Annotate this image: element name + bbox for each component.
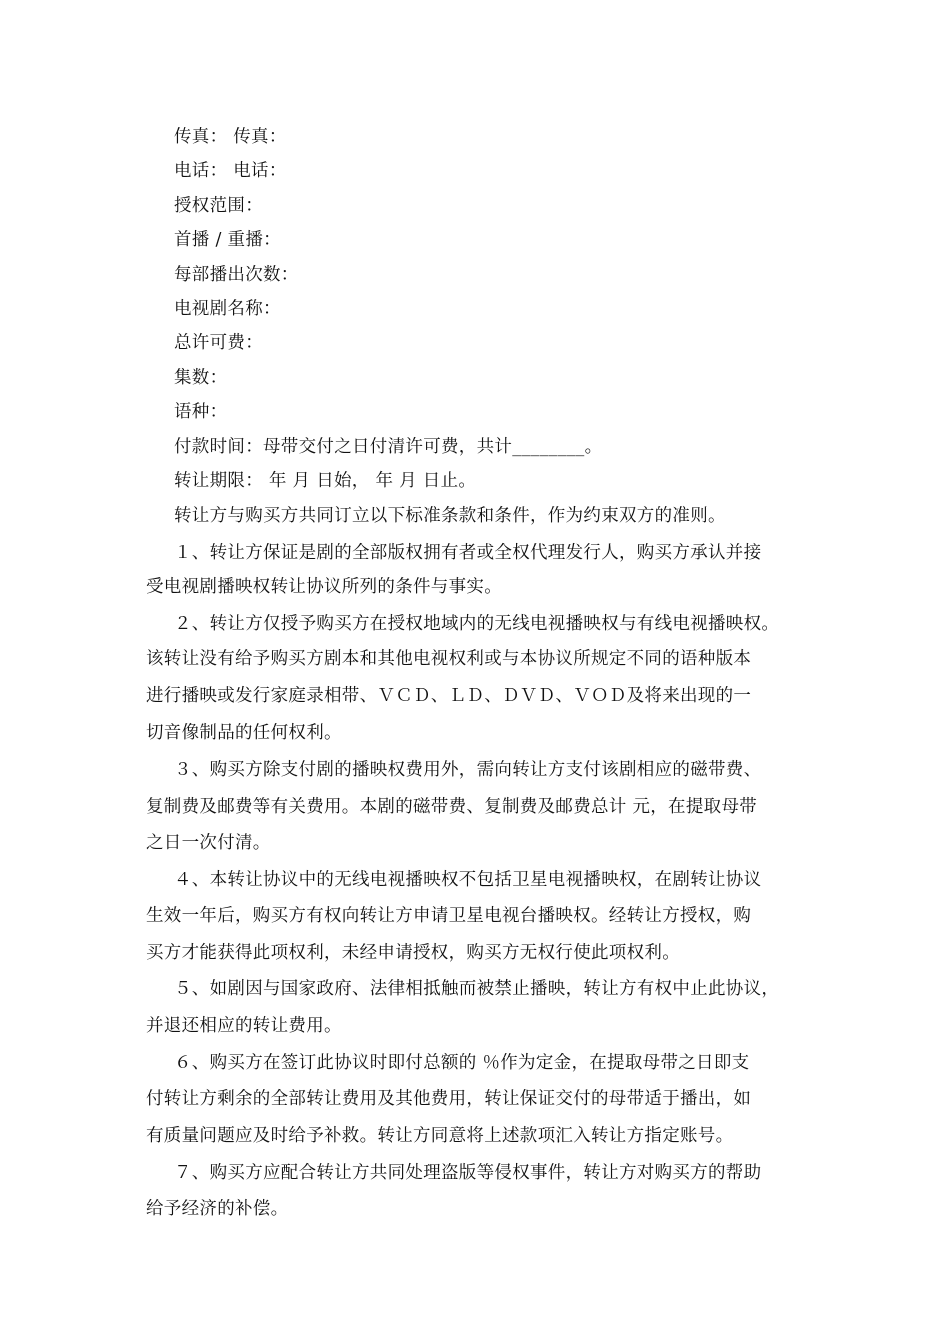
fax-field: 传真： 传真：	[174, 127, 287, 147]
clause-3-line-2: 复制费及邮费等有关费用。本剧的磁带费、复制费及邮费总计 元，在提取母带	[146, 797, 758, 817]
clause-5-line-1: ５、如剧因与国家政府、法律相抵触而被禁止播映，转让方有权中止此协议，	[174, 979, 780, 999]
title-field: 电视剧名称：	[174, 299, 281, 319]
clause-4-line-2: 生效一年后，购买方有权向转让方申请卫星电视台播映权。经转让方授权，购	[146, 906, 752, 926]
clause-7-line-2: 给予经济的补偿。	[146, 1199, 289, 1219]
clause-1-line-1: １、转让方保证是剧的全部版权拥有者或全权代理发行人，购买方承认并接	[174, 543, 762, 563]
scope-field: 授权范围：	[174, 196, 263, 216]
clause-2-line-4: 切音像制品的任何权利。	[146, 723, 342, 743]
broadcast-field: 首播 / 重播：	[174, 230, 281, 250]
clause-2-line-2: 该转让没有给予购买方剧本和其他电视权利或与本协议所规定不同的语种版本	[146, 649, 752, 669]
clause-1-line-2: 受电视剧播映权转让协议所列的条件与事实。	[146, 577, 502, 597]
clause-2-line-1: ２、转让方仅授予购买方在授权地域内的无线电视播映权与有线电视播映权。	[174, 614, 780, 634]
payment-time-field: 付款时间：母带交付之日付清许可费，共计________。	[174, 437, 603, 457]
clause-6-line-3: 有质量问题应及时给予补救。转让方同意将上述款项汇入转让方指定账号。	[146, 1126, 734, 1146]
clause-4-line-3: 买方才能获得此项权利，未经申请授权，购买方无权行使此项权利。	[146, 943, 680, 963]
times-field: 每部播出次数：	[174, 265, 299, 285]
intro-paragraph: 转让方与购买方共同订立以下标准条款和条件，作为约束双方的准则。	[174, 506, 726, 526]
clause-3-line-3: 之日一次付清。	[146, 833, 271, 853]
clause-7-line-1: ７、购买方应配合转让方共同处理盗版等侵权事件，转让方对购买方的帮助	[174, 1163, 762, 1183]
total-fee-field: 总许可费：	[174, 333, 263, 353]
language-field: 语种：	[174, 402, 228, 422]
clause-4-line-1: ４、本转让协议中的无线电视播映权不包括卫星电视播映权，在剧转让协议	[174, 870, 762, 890]
period-field: 转让期限： 年 月 日始， 年 月 日止。	[174, 471, 477, 491]
clause-5-line-2: 并退还相应的转让费用。	[146, 1016, 342, 1036]
clause-6-line-2: 付转让方剩余的全部转让费用及其他费用，转让保证交付的母带适于播出，如	[146, 1089, 752, 1109]
clause-3-line-1: ３、购买方除支付剧的播映权费用外，需向转让方支付该剧相应的磁带费、	[174, 760, 762, 780]
clause-6-line-1: ６、购买方在签订此协议时即付总额的 ％作为定金，在提取母带之日即支	[174, 1053, 750, 1073]
clause-2-line-3: 进行播映或发行家庭录相带、ＶＣＤ、ＬＤ、ＤＶＤ、ＶＯＤ及将来出现的一	[146, 686, 752, 706]
phone-field: 电话： 电话：	[174, 161, 287, 181]
episodes-field: 集数：	[174, 368, 228, 388]
